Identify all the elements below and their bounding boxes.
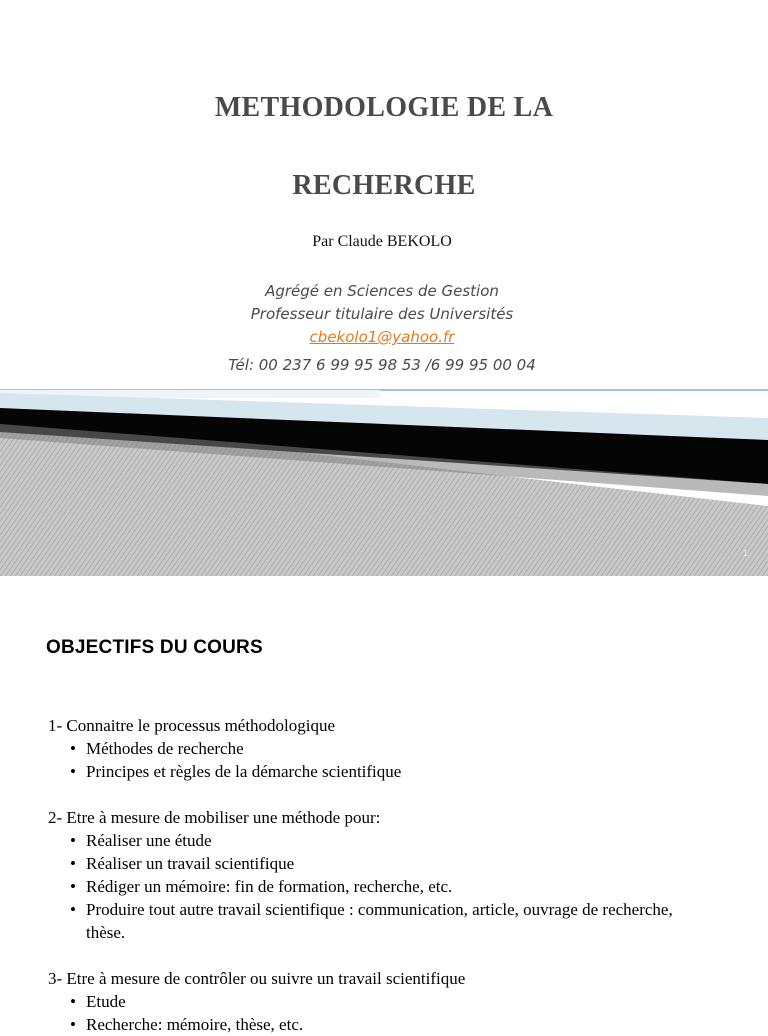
- objective-2: [48, 806, 696, 944]
- objective-heading: 1- Connaitre le processus méthodologique: [48, 716, 336, 735]
- list-item: • Recherche: mémoire, thèse, etc.: [70, 1013, 696, 1036]
- email-link[interactable]: cbekolo1@yahoo.fr: [309, 328, 455, 346]
- list-item: • Produire tout autre travail scientifique : communication, article, ouvrage de recherche, thèse.: [70, 898, 696, 944]
- list-item: • Rédiger un mémoire: fin de formation, recherche, etc.: [70, 875, 696, 898]
- list-item: • Réaliser une étude: [70, 829, 696, 852]
- author-credential: Agrégé en Sciences de Gestion: [265, 282, 499, 300]
- author-position: Professeur titulaire des Universités: [250, 305, 514, 323]
- phone-number: Tél: 00 237 6 99 95 98 53 /6 99 95 00 04: [228, 356, 536, 374]
- title-line-1: METHODOLOGIE DE LA: [214, 92, 554, 123]
- list-item: • Méthodes de recherche: [70, 737, 696, 760]
- objective-heading: 2- Etre à mesure de mobiliser une méthode pour:: [48, 808, 381, 827]
- list-item: • Principes et règles de la démarche scientifique: [70, 760, 696, 783]
- list-item: • Etude: [70, 990, 696, 1013]
- author: Par Claude BEKOLO: [312, 233, 452, 250]
- objective-1: [48, 714, 696, 783]
- section-title: OBJECTIFS DU COURS: [46, 637, 263, 658]
- title-line-2: RECHERCHE: [292, 170, 476, 201]
- decorative-banner: [0, 388, 768, 576]
- slide-number: 1: [742, 548, 748, 558]
- list-item: • Réaliser un travail scientifique: [70, 852, 696, 875]
- objective-3: [48, 967, 696, 1036]
- objective-heading: 3- Etre à mesure de contrôler ou suivre un travail scientifique: [48, 969, 466, 988]
- objectives-slide: [0, 577, 768, 1034]
